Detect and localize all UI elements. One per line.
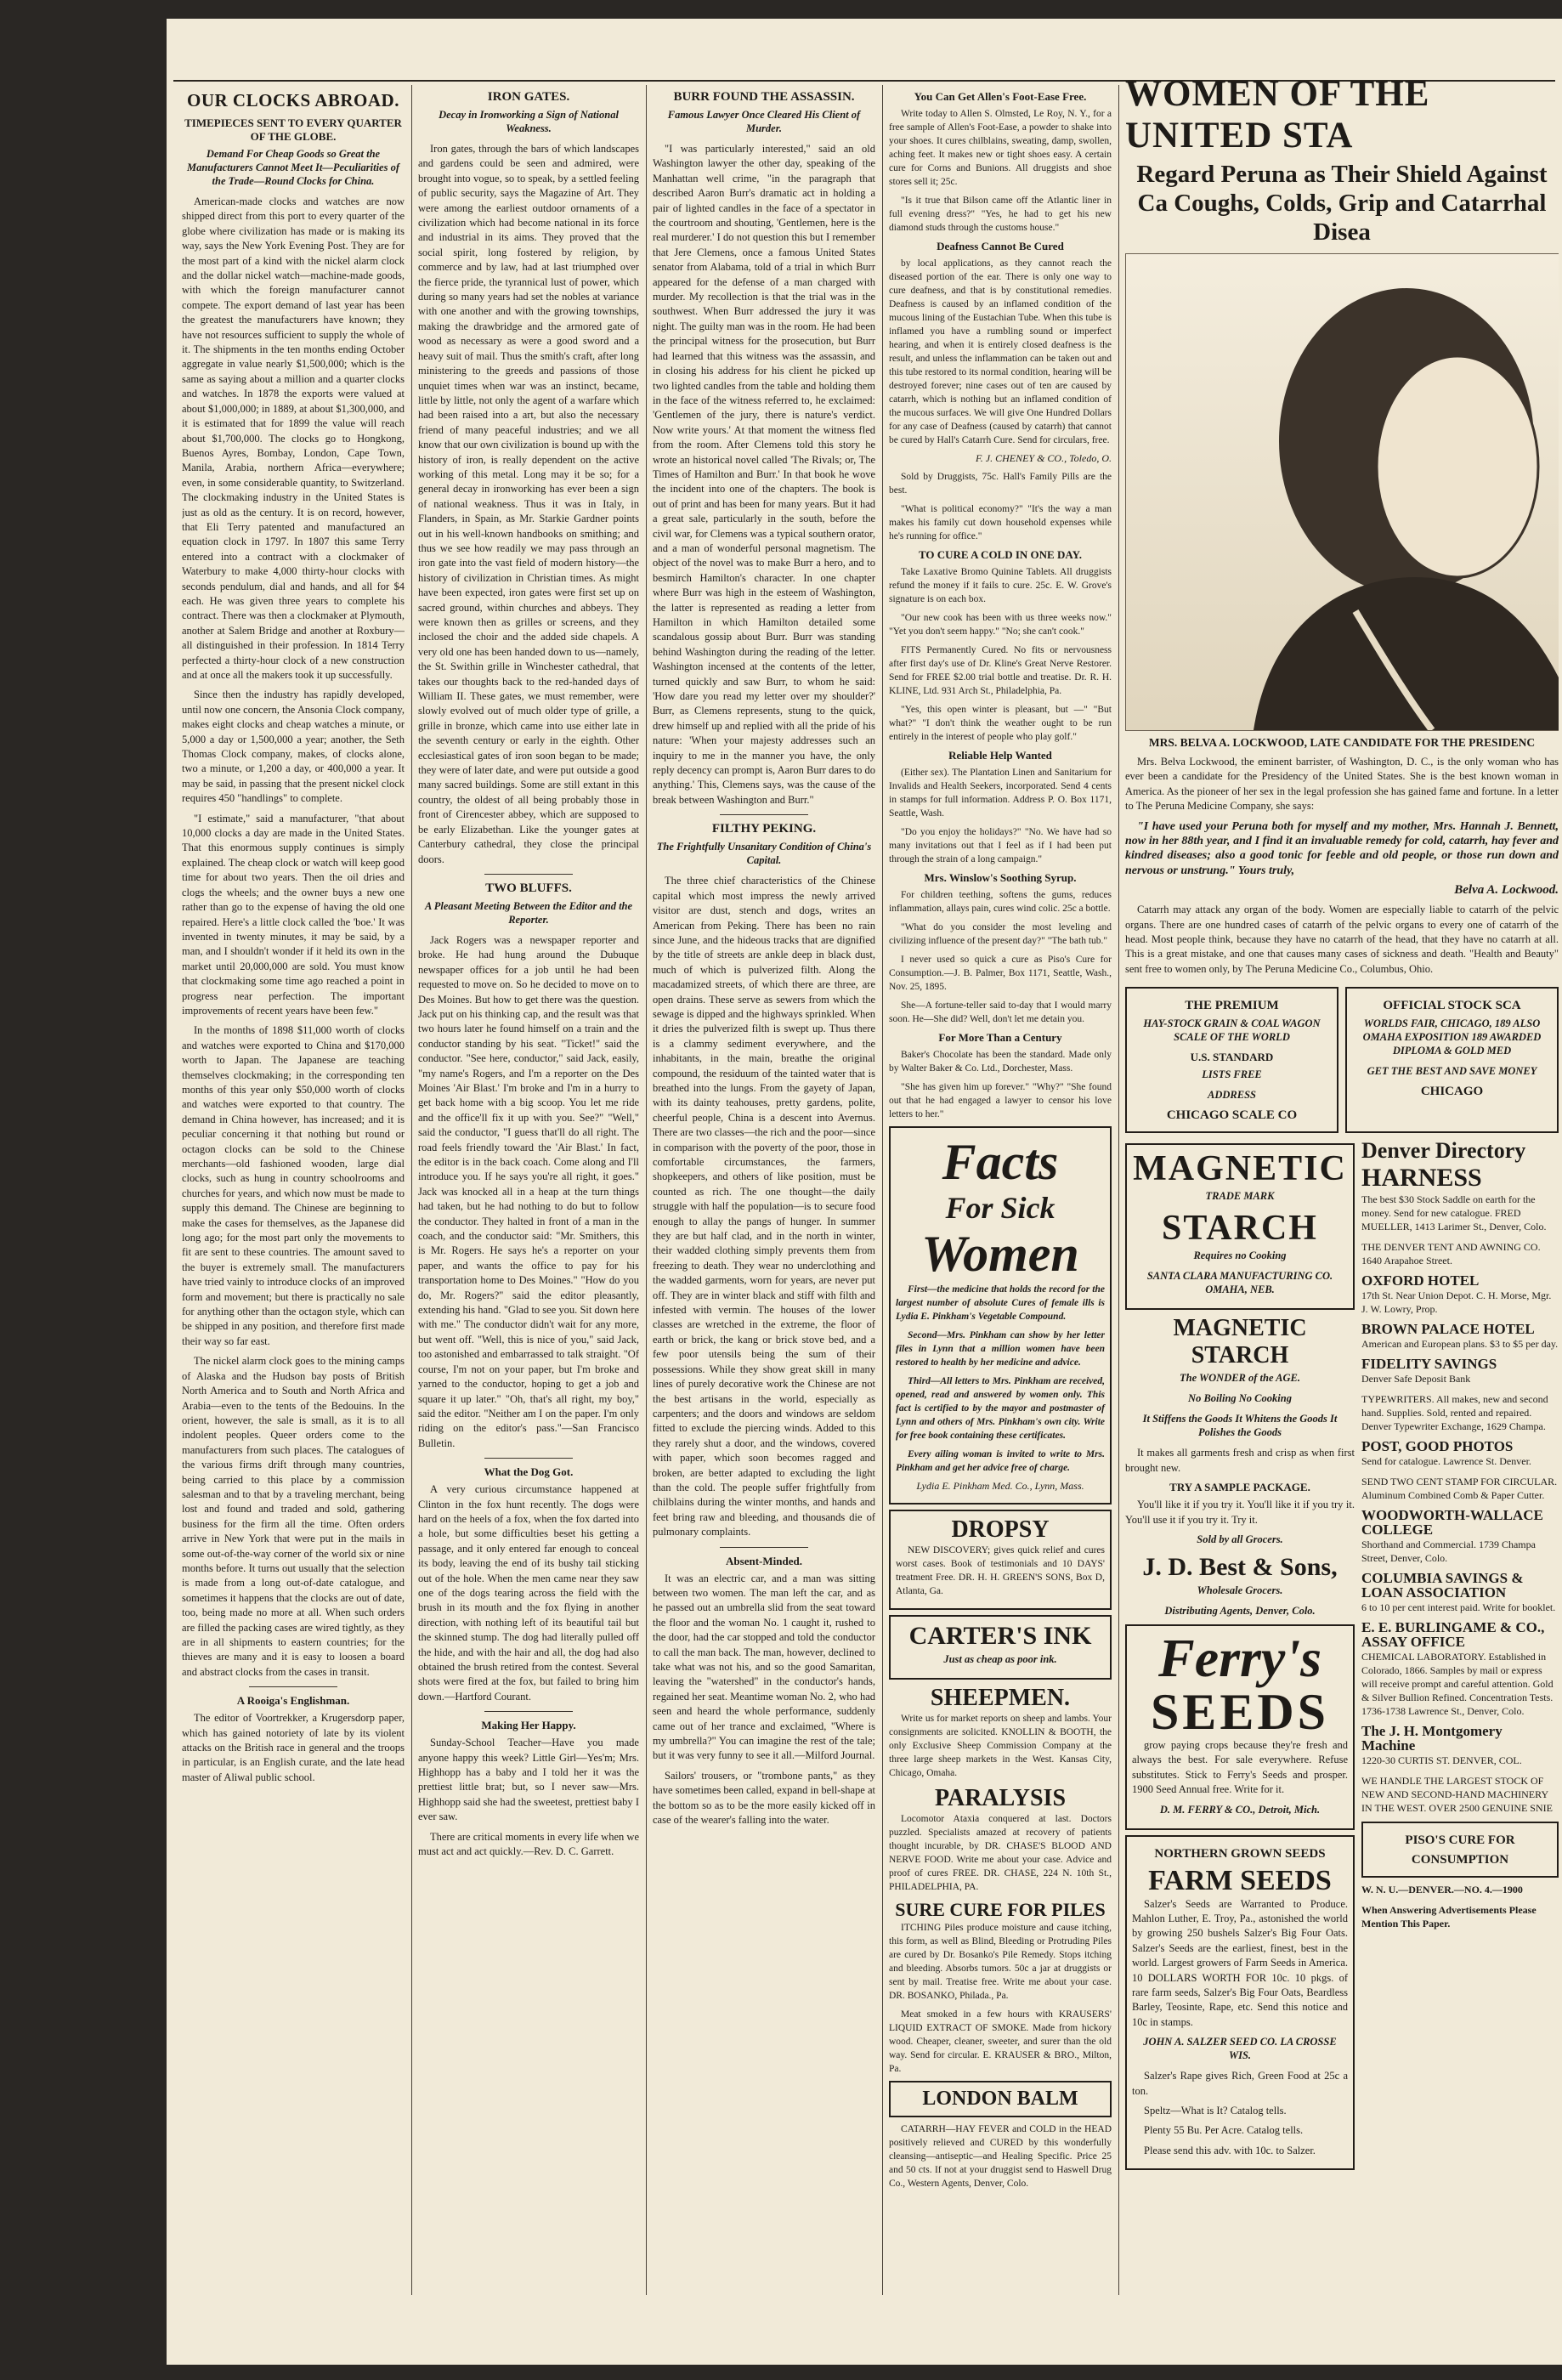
directory-entry-text: 17th St. Near Union Depot. C. H. Morse, Mgr. J. W. Lowry, Prop. — [1361, 1289, 1552, 1316]
article-paragraph: Jack Rogers was a newspaper reporter and broke. He had hung around the Dubuque newspaper offices for a job until he had been requested to move on. So he decided to move on to Des Moines. But how to get there was the question. Jack put on his thinking cap, and the result was that two hours later he found himself on a train and the conductor standing by his seat. "Ticket!" said the conductor. "See here, conductor," said Jack, easily, "my name's Rogers, and I'm a reporter on the Des Moines 'Air Blast.' I'm broke and I'm in a hurry to get back home with a big scoop. You let me ride and the office'll fix it up with you. See?" "Well," said the conductor, "I guess that'll do all right. The road feels friendly toward the 'Air Blast.' In fact, the editor is in the back coach. Come along and I'll introduce you. If he says you're all right, it goes." Jack was knocked all in a heap at the turn things had taken, but he had nothing to do but to follow the conductor. They halted in front of a man in the coach, and the conductor said: "Mr. Smithers, this is Mr. Rogers. He says he's a reporter on your paper, and wants the office to pay for his transportation home to Des Moines." "How do you do, Mr. Rogers?" said the editor pleasantly, extending his hand. "Glad to see you. Sit down here with me." The conductor didn't wait for any more, but went off. "Well, this is nice of you," said Jack, too astonished and embarrassed to talk straight. "Of course, I'm not on your paper, but I'm broke and yarned to the conductor, hoping to get a job and square it up later." "Oh, that's all right, my boy," said the editor. "Neither am I on the paper. I'm only riding on the editor's pass."—San Francisco Bulletin. — [418, 933, 639, 1449]
article-paragraph: Sunday-School Teacher—Have you made anyone happy this week? Little Girl—Yes'm; Mrs. Highhopp has a baby and I told her it was the prettiest little brat; but, so I never saw—Mrs. Highhopp said she had the sweetest, prettiest baby I ever saw. — [418, 1737, 639, 1823]
paragraph-joke: "Our new cook has been with us three weeks now." "Yet you don't seem happy." "No; she can't cook." — [889, 613, 1112, 637]
ad-stiffens: It Stiffens the Goods It Whitens the Goods It Polishes the Goods — [1142, 1413, 1338, 1439]
ad-trademark: TRADE MARK — [1205, 1190, 1275, 1203]
directory-entry-text: Denver Safe Deposit Bank — [1361, 1373, 1471, 1386]
headline-dog: What the Dog Got. — [484, 1465, 574, 1479]
ad-paralysis-head: PARALYSIS — [934, 1785, 1067, 1811]
ad-ferry-sig: D. M. FERRY & CO., Detroit, Mich. — [1159, 1803, 1321, 1816]
ad-pinkham-text: First—the medicine that holds the record for the largest number of absolute Cures of female ills is Lydia E. Pinkham's Vegetable Compound. — [896, 1284, 1105, 1322]
subhead-clocks: TIMEPIECES SENT TO EVERY QUARTER OF THE GLOBE. — [184, 116, 402, 143]
ad-salzer-side: Please send this adv. with 10c. to Salzer. — [1144, 2144, 1316, 2156]
column-iron-gates — [418, 85, 639, 1864]
deck-iron-gates: Decay in Ironworking a Sign of National Weakness. — [439, 109, 619, 134]
ad-carters-head: CARTER'S INK — [908, 1622, 1092, 1650]
ad-salzer-text: Salzer's Seeds are Warranted to Produce. Mahlon Luther, E. Troy, Pa., astonished the world by growing 250 bushels Salzer's Big Four Oats. Salzer's Seeds are the earliest, finest, best in the world. Largest growers of Farm Seeds in America. 10 DOLLARS WORTH FOR 10c. 10 pkgs. of rare farm seeds, Salzer's Big Four Oats, Beardless Barley, Teosinte, Rape, etc. Send this notice and 10c in stamps. — [1132, 1897, 1348, 2028]
ad-wonder: The WONDER of the AGE. — [1179, 1372, 1301, 1385]
ad-magnetic-text: It makes all garments fresh and crisp as when first brought new. — [1125, 1447, 1355, 1474]
paragraph-joke: "What is political economy?" "It's the way a man makes his family cut down household expenses while he's running for office." — [889, 504, 1112, 541]
headline-two-bluffs: TWO BLUFFS. — [485, 881, 572, 895]
ad-pinkham-text: Second—Mrs. Pinkham can show by her letter files in Lynn that a million women have been restored to health by her medicine and advice. — [896, 1330, 1105, 1368]
peruna-subbanner: Regard Peruna as Their Shield Against Ca Coughs, Colds, Grip and Catarrhal Disea — [1136, 161, 1548, 246]
directory-entry-title: OXFORD HOTEL — [1361, 1272, 1480, 1289]
headline-absent-minded: Absent-Minded. — [726, 1554, 802, 1567]
ad-carters-sub: Just as cheap as poor ink. — [943, 1653, 1057, 1665]
portrait-illustration — [1125, 253, 1559, 731]
peruna-banner: WOMEN OF THE UNITED STA — [1125, 74, 1430, 156]
ad-magnetic-starch: MAGNETIC STARCH — [1173, 1315, 1307, 1369]
article-paragraph: In the months of 1898 $11,000 worth of clocks and watches were exported to China and $170,000 worth to Japan. The Japanese are teaching themselves clockmaking; in the corresponding ten months of this year only $50,000 worth of clocks and watches were exported to that country. The demand in China however, has increased; and it is peculiar concerning it that nothing but round or octagon clocks can be sold to the Chinese merchants—old fashioned wooden, large dial clocks, such as hung in country schoolrooms and churches for years, and which now must be made to supply this demand. The Chinese are beginning to make the cases for themselves, as the Japanese did long ago; for the most part only the movements to fit are sent to these countries. The amount saved to the buyer is extremely small. The manufacturers have tried vainly to introduce clocks of an improved form and movement; but there is practically no sale for anything other than the octagon style, which can be shipped in any position, and therefore first made their way so far east. — [182, 1024, 405, 1347]
directory-entry — [1361, 1621, 1559, 1718]
divider — [484, 1458, 573, 1459]
ad-magnetic-starch-box — [1125, 1143, 1355, 1310]
paragraph-joke: "She has given him up forever." "Why?" "She found out that he had engaged a lawyer to censor his love letters to her." — [889, 1082, 1112, 1119]
deck-peking: The Frightfully Unsanitary Condition of China's Capital. — [656, 841, 872, 867]
ad-piso: I never used so quick a cure as Piso's Cure for Consumption.—J. B. Palmer, Box 1171, Seattle, Wash., Nov. 25, 1895. — [889, 955, 1112, 992]
deck-clocks: Demand For Cheap Goods so Great the Manufacturers Cannot Meet It—Peculiarities of the Trade—Round Clocks for China. — [186, 148, 400, 187]
ad-piles-text: ITCHING Piles produce moisture and cause itching, this form, as well as Blind, Bleeding or Protruding Piles are cured by Dr. Bosanko's Pile Remedy. Stops itching and bleeding. Absorbs tumors. 50c a jar at druggists or sent by mail. Treatise free. Write me about your case. DR. BOSANKO, Philada., Pa. — [889, 1923, 1112, 2001]
ad-footease-head: You Can Get Allen's Foot-Ease Free. — [914, 90, 1087, 103]
ad-premium-scale — [1125, 987, 1338, 1133]
ad-piso-cure-head: PISO'S CURE FOR — [1405, 1833, 1515, 1848]
directory-entry — [1361, 1725, 1559, 1767]
directory-entry-title: FIDELITY SAVINGS — [1361, 1356, 1497, 1373]
directory-entry-text: 1220-30 CURTIS ST. DENVER, COL. — [1361, 1754, 1522, 1767]
column-ads-misc — [889, 85, 1112, 2196]
headline-englishman: A Rooiga's Englishman. — [236, 1694, 350, 1708]
ad-paralysis-text: Locomotor Ataxia conquered at last. Doctors puzzled. Specialists amazed at recovery of patients thought incurable, by DR. CHASE'S BLOOD AND NERVE FOOD. Write me about your case. Advice and proof of cures FREE. DR. CHASE, 224 N. 10th St., PHILADELPHIA, PA. — [889, 1814, 1112, 1892]
ad-deafness-text: by local applications, as they cannot reach the diseased portion of the ear. There is only one way to cure deafness, and that is by constitutional remedies. Deafness is caused by an inflamed condition of the mucous lining of the Eustachian Tube. When this tube is inflamed you have a rumbling sound or imperfect hearing, and when it is entirely closed deafness is the result, and unless the inflammation can be taken out and this tube restored to its normal condition, hearing will be destroyed forever; nine cases out of ten are caused by catarrh, which is nothing but an inflamed condition of the mucous surfaces. We will give One Hundred Dollars for any case of Deafness (caused by catarrh) that cannot be cured by Hall's Catarrh Cure. Send for circulars, free. — [889, 258, 1112, 445]
paragraph-joke: She—A fortune-teller said to-day that I would marry soon. He—She did? Well, don't let me detain you. — [889, 1000, 1112, 1024]
article-paragraph: Iron gates, through the bars of which landscapes and gardens could be seen and admired, were brought into vogue, so to speak, by a settled feeling of public security, says the Magazine of Art. They were among the earliest outdoor ornaments of a civilization which had become national in its force and industrial in its aims. They proved that the social spirit, long fostered by religion, by commerce and by law, had at last triumphed over the fierce pride, the tyrannical lust of power, which during so many years had set the nobles at variance with one another and with the growing townships, making the drawbridge and the armored gate of wood as necessary as were a good sword and a heavy suit of mail. Thus the smith's craft, after long ministering to the greeds and passions of those unquiet times when war was an instinct, became, little by little, not only the agent of a warfare which had been raised into a art, but also the necessary friend of many peaceful industries; and we all know that our own civilization is bound up with the history of iron, is really dependent on the active working of this metal. Long may it be so; for a general decay in ironworking has ever been a sign of national weakness. Thus it was in Italy, in Flanders, in Spain, as Mr. Starkie Gardner points out in his well-known handbooks on smithing; and thus we see how readily we may pass through an iron gate into the vast field of modern history—the history of civilization in Christian times. As might have been expected, iron gates were first set up on sacred ground, within churches and abbeys. They were known then as grilles or screens, and they inclosed the choir and the added side chapels. A very old one has been handed down to us—namely, the St. Swithin grille in Winchester cathedral, that takes our thoughts back to the red-handed days of William II. These gates, we must remember, were slowly evolved out of much older type of grille, a grille in bronze, which came into use either late in the seventh century or early in the eighth. Other ecclesiastical gates of iron soon began to be made; they were of later date, and were put outside a good many sacred buildings. Some are still extant in this country, the oldest of all being probably those in front of Cirencester abbey, which are supposed to be early Elizabethan. Like the younger gates at Canterbury cathedral, they close the principal doors. — [418, 143, 639, 865]
ad-salzer-side: Speltz—What is It? Catalog tells. — [1144, 2105, 1287, 2116]
directory-entry-text: American and European plans. $3 to $5 per day. — [1361, 1338, 1559, 1351]
ad-help-head: Reliable Help Wanted — [948, 749, 1052, 762]
denver-directory — [1361, 1138, 1559, 2175]
ad-grocers: Sold by all Grocers. — [1197, 1533, 1283, 1545]
ad-scale-address: ADDRESS — [1208, 1089, 1256, 1102]
directory-entry-text: Send for catalogue. Lawrence St. Denver. — [1361, 1455, 1531, 1468]
portrait-face — [1377, 356, 1538, 577]
ad-winslow-head: Mrs. Winslow's Soothing Syrup. — [924, 871, 1077, 884]
scale-ads — [1125, 982, 1559, 1138]
directory-entry: WE HANDLE THE LARGEST STOCK OF NEW AND SECOND-HAND MACHINERY IN THE WEST. OVER 2500 GENUINE SNIE — [1361, 1775, 1553, 1815]
directory-entry — [1361, 1274, 1559, 1316]
directory-entry: The best $30 Stock Saddle on earth for the money. Send for new catalogue. FRED MUELLER, 1413 Larimer St., Denver, Colo. — [1361, 1193, 1547, 1233]
ad-sheepmen-text: Write us for market reports on sheep and lambs. Your consignments are solicited. KNOLLIN & BOOTH, the only Exclusive Sheep Commission Company at the three large sheep markets in the West. Kansas City, Chicago, Omaha. — [889, 1714, 1112, 1778]
peruna-text: Catarrh may attack any organ of the body. Women are especially liable to catarrh of the pelvic organs. There are one hundred cases of catarrh of the pelvic organs to every one of catarrh of the head. Most people think, because they have no catarrh of the head, that they have no catarrh at all. This is a great mistake, and one that causes many cases of sickness and death. "Health and Beauty" sent free to women only, by The Peruna Medicine Co., Columbus, Ohio. — [1125, 904, 1559, 975]
headline-happy: Making Her Happy. — [481, 1719, 576, 1732]
ad-salzer — [1125, 1835, 1355, 2171]
peruna-text: Mrs. Belva Lockwood, the eminent barrister, of Washington, D. C., is the only woman who has ever been a candidate for the Presidency of the United States. She is the best known woman in America. As the pioneer of her sex in the legal profession she has gained fame and fortune. In a letter to The Peruna Medicine Company, she says: — [1125, 756, 1559, 813]
wnu-line: W. N. U.—DENVER.—NO. 4.—1900 — [1361, 1884, 1523, 1896]
directory-entry-title: The J. H. Montgomery Machine — [1361, 1723, 1503, 1754]
directory-entry — [1361, 1572, 1559, 1614]
ad-winslow-text: For children teething, softens the gums, reduces inflammation, allays pain, cures wind colic. 25c a bottle. — [889, 890, 1112, 914]
lower-ads-left — [1125, 1138, 1355, 2175]
article-paragraph: The nickel alarm clock goes to the mining camps of Alaska and the Hudson bay posts of British North America and to South and North Africa and Arabia—even to the tents of the Bedouins. In the orient, however, the sale is small, as it is to all indolent peoples. Queer orders come to the manufacturers from such places. The catalogues of the various firms drift through many countries, being carried to this place by a commission salesman and to that by a traveling merchant, being lost and found and traded and sold, gathering business for the firm all the time. Often orders arrive in New York that were put in the mails in some out-of-the-way corner of the world six or nine months before. It turns out usually that the selection is made from a long out-of-date catalogue, and sometimes it happens that the clocks are out of date, too, being made no more at all. When such orders are filled the packing cases are wired tightly, as they are in all shipments to eastern countries; for the thieves are many and it is easy to loosen a board and abstract clocks from the cases in transit. — [182, 1355, 405, 1678]
peruna-signature: Belva A. Lockwood. — [1454, 883, 1559, 898]
headline-burr: BURR FOUND THE ASSASSIN. — [673, 90, 855, 104]
lower-ads — [1125, 1138, 1559, 2175]
divider — [720, 814, 809, 815]
directory-entry: SEND TWO CENT STAMP FOR CIRCULAR. Aluminum Combined Comb & Paper Cutter. — [1361, 1476, 1558, 1502]
column-rule — [411, 85, 412, 2295]
column-rule — [882, 85, 883, 2295]
ad-century-head: For More Than a Century — [938, 1031, 1062, 1044]
directory-title: Denver Directory — [1361, 1138, 1526, 1164]
ad-starch-company: SANTA CLARA MANUFACTURING CO. OMAHA, NEB. — [1146, 1270, 1333, 1296]
ad-official-sub: GET THE BEST AND SAVE MONEY — [1367, 1065, 1537, 1078]
directory-entry — [1361, 1509, 1559, 1565]
directory-entry-text: Shorthand and Commercial. 1739 Champa Street, Denver, Colo. — [1361, 1538, 1536, 1565]
ad-starch-note: Requires no Cooking — [1193, 1250, 1287, 1262]
directory-entry-title: COLUMBIA SAVINGS & LOAN ASSOCIATION — [1361, 1570, 1524, 1601]
ad-deafness-sig: F. J. CHENEY & CO., Toledo, O. — [975, 452, 1112, 464]
divider — [249, 1686, 338, 1687]
ad-scale-company: CHICAGO SCALE CO — [1166, 1108, 1298, 1123]
ad-deafness-head: Deafness Cannot Be Cured — [937, 240, 1064, 252]
directory-entry: TYPEWRITERS. All makes, new and second hand. Supplies. Sold, rented and repaired. Denver Typewriter Exchange, 1629 Champa. — [1361, 1393, 1548, 1433]
divider — [484, 1711, 573, 1712]
ad-magnetic-title: MAGNETIC — [1133, 1149, 1347, 1189]
directory-entry: THE DENVER TENT AND AWNING CO. 1640 Arapahoe Street. — [1361, 1241, 1541, 1267]
ad-ferry-title: Ferry's — [1158, 1627, 1321, 1688]
ad-piso-cure — [1361, 1822, 1559, 1878]
headline-clocks: OUR CLOCKS ABROAD. — [187, 90, 399, 110]
directory-entry-title: WOODWORTH-WALLACE COLLEGE — [1361, 1507, 1543, 1538]
ad-best-address: Distributing Agents, Denver, Colo. — [1164, 1604, 1316, 1617]
paragraph-joke: "Yes, this open winter is pleasant, but —" "But what?" "I don't think the weather ought to be run entirely in the interest of people who play golf." — [889, 705, 1112, 742]
ad-pinkham-text: Third—All letters to Mrs. Pinkham are received, opened, read and answered by women only. This fact is certified to by the mayor and postmaster of Lynn and others of Mrs. Pinkham's own city. Write for free book containing these certificates. — [896, 1376, 1105, 1441]
column-ads-right — [1125, 73, 1559, 2175]
ad-help-text: (Either sex). The Plantation Linen and Sanitarium for Invalids and Health Seekers, incorporated. Send 4 cents in stamps for full information. Address P. O. Box 1171, Seattle, Wash. — [889, 768, 1112, 819]
ad-pinkham-title-facts: Facts — [942, 1134, 1059, 1190]
ad-ferry — [1125, 1624, 1355, 1830]
column-burr — [653, 85, 875, 1833]
paragraph-joke: "Do you enjoy the holidays?" "No. We have had so many invitations out that I feel as if I had been put through the strain of a long campaign." — [889, 827, 1112, 864]
deck-two-bluffs: A Pleasant Meeting Between the Editor and the Reporter. — [424, 899, 633, 926]
portrait-svg — [1126, 254, 1559, 730]
directory-entry — [1361, 1357, 1559, 1386]
answering-note: When Answering Advertisements Please Mention This Paper. — [1361, 1904, 1537, 1930]
article-paragraph: Since then the industry has rapidly developed, until now one concern, the Ansonia Clock company, makes eight clocks and cheap watches a minute, or 5,000 a day or 1,500,000 a year; another, the Seth Thomas Clock company, makes, of clocks alone, two a minute, or 1,200 a day, or 400,000 a year. It may be said, in passing that the present nickel clock requires 450 "handlings" to complete. — [182, 688, 405, 805]
peruna-caption: MRS. BELVA A. LOCKWOOD, LATE CANDIDATE FOR THE PRESIDENC — [1148, 736, 1536, 749]
ad-scale-label: U.S. STANDARD — [1190, 1051, 1274, 1064]
column-rule — [646, 85, 647, 2295]
ad-salzer-head: NORTHERN GROWN SEEDS — [1154, 1846, 1326, 1861]
ad-catarrh-text: CATARRH—HAY FEVER and COLD in the HEAD positively relieved and CURED by this wonderfully cleansing—antiseptic—and Healing Specific. Price 25 and 50 cts. If not at your druggist send to Haswell Drug Co., Western Agents, Denver, Colo. — [889, 2124, 1112, 2189]
directory-entry — [1361, 1323, 1559, 1351]
ad-pinkham-sig: Lydia E. Pinkham Med. Co., Lynn, Mass. — [916, 1480, 1084, 1492]
ad-salzer-company: JOHN A. SALZER SEED CO. LA CROSSE WIS. — [1143, 2036, 1337, 2062]
ad-deafness-note: Sold by Druggists, 75c. Hall's Family Pills are the best. — [889, 472, 1112, 496]
ad-try-text: You'll like it if you try it. You'll like it if you try it. You'll use it if you try it. Try it. — [1125, 1499, 1355, 1526]
ad-footease-text: Write today to Allen S. Olmsted, Le Roy, N. Y., for a free sample of Allen's Foot-Ease, a powder to shake into your shoes. It cures chilblains, sweating, damp, swollen, aching feet. It makes new or tight shoes easy. A certain cure for Corns and Bunions. All druggists and shoe stores sell it; 25c. — [889, 109, 1112, 187]
article-paragraph: The three chief characteristics of the Chinese capital which most impress the newly arrived visitor are dust, stench and dogs, writes an American from Peking. There has been no rain since June, and the hideous tracks that are dignified by the title of streets are ankle deep in black dust, much of which is pulverized filth. Along the macadamized streets, of which there are three, are open drains. These serve as sewers from which the sewage is dipped and the highways sprinkled. When it dries the pulverized filth is swept up. Thus there is a clammy sediment everywhere, and the inhabitants, in the main, breathe the original compound, the residuum of the tainted water that is breathed into the lungs. From the gayety of Japan, with its dainty teahouses, pretty gardens, polite, cheerful people, China is a descent into Avernus. There are two classes—the rich and the poor—since in comparison with the poverty of the poor, those in comfortable circumstances, the farmers, shopkeepers, and others of like position, must be counted as rich. The one thought—the daily struggle with half the population—is to secure food enough to allay the pangs of hunger. In summer they are but half clad, and in the north in winter, their wadded clothing simply prevents them from freezing to death. They wear no underclothing and the wadded garments, worn for years, are never put off. They are in winter black and stiff with filth and infested with vermin. The houses of the lower classes are wretched in the extreme, the floor of earth or brick, the kang or brick stove bed, and a few poor utensils being the sum of their possessions. While they show great skill in many lines of purely decorative work the Chinese are not the best artisans in the world, especially as carpenters; and the doors and windows are seldom fitted to exclude the piercing winds. Added to this they rarely shut a door, and the windows, covered with paper, which soon becomes ragged and broken, are better adapted to excluding the light than the cold. The people suffer frightfully from chilblains during the winter months, and hands and feet bring raw and bleeding, and thousands die of pulmonary complaints. — [653, 875, 875, 1538]
headline-iron-gates: IRON GATES. — [487, 90, 570, 104]
article-paragraph: "I estimate," said a manufacturer, "that about 10,000 clocks a day are made in the United States. That this enormous supply continues is simply explained. The cheap clock or watch will keep good time for about two years. Then the oil dries and clogs the wheels; and the owner buys a new one rather than go to the expense of having the old one repaired. Here's a little clock called the 'boe.' It was invented in twenty minutes, it may be said, by a man, and I shouldn't wonder if it held its own in the market until 20,000,000 are sold. You must know that clockmaking some time ago reached a point in progress near perfection. The important improvements of recent years have been few." — [182, 812, 405, 1017]
ad-starch-title: STARCH — [1162, 1209, 1318, 1249]
newspaper-page — [167, 19, 1562, 2365]
ad-dropsy-head: DROPSY — [951, 1516, 1050, 1543]
ad-salzer-side: Plenty 55 Bu. Per Acre. Catalog tells. — [1144, 2124, 1304, 2137]
ad-scale-price: LISTS FREE — [1202, 1068, 1262, 1081]
ad-best-head: J. D. Best & Sons, — [1142, 1552, 1338, 1581]
directory-entry-text: CHEMICAL LABORATORY. Established in Colorado, 1866. Samples by mail or express will receive prompt and careful attention. Gold & Silver Bullion Refined. Concentration Tests. 1736-1738 Lawrence St., Denver, Colo. — [1361, 1651, 1554, 1718]
ad-pinkham-title-women: Women — [921, 1226, 1079, 1282]
ad-official-head: OFFICIAL STOCK SCA — [1383, 999, 1521, 1013]
divider — [720, 1547, 809, 1548]
ad-piles-head: SURE CURE FOR PILES — [895, 1899, 1106, 1920]
ad-cold-head: TO CURE A COLD IN ONE DAY. — [918, 548, 1083, 561]
ad-try: TRY A SAMPLE PACKAGE. — [1169, 1481, 1310, 1494]
ad-dropsy — [889, 1510, 1112, 1610]
ad-fits: FITS Permanently Cured. No fits or nervousness after first day's use of Dr. Kline's Great Nerve Restorer. Send for FREE $2.00 trial bottle and treatise. Dr. R. H. KLINE, Ltd. 931 Arch St., Philadelphia, Pa. — [889, 645, 1112, 696]
directory-entry-text: 6 to 10 per cent interest paid. Write for booklet. — [1361, 1601, 1556, 1614]
ad-best-sub: Wholesale Grocers. — [1197, 1584, 1283, 1596]
ad-official-scale — [1345, 987, 1559, 1133]
ad-scale-text: HAY-STOCK GRAIN & COAL WAGON SCALE OF THE WORLD — [1143, 1017, 1321, 1044]
ad-ferry-text: grow paying crops because they're fresh and always the best. For sale everywhere. Refuse substitutes. Stick to Ferry's Seeds and prosper. 1900 Seed Annual free. Write for it. — [1132, 1738, 1348, 1796]
column-rule — [1118, 85, 1119, 2295]
column-clocks — [182, 85, 405, 1790]
ad-century-text: Baker's Chocolate has been the standard. Made only by Walter Baker & Co. Ltd., Dorchester, Mass. — [889, 1050, 1112, 1074]
article-paragraph: "I was particularly interested," said an old Washington lawyer the other day, speaking of the Manhattan well crime, "in the paragraph that described Aaron Burr's dramatic act in holding a pair of lighted candles in the face of a spectator in the courtroom and shouting, 'Gentlemen, here is the real murderer.' I do not question this but I remember that Jere Clemens, once a famous United States senator from Alabama, told of a trial in which Burr appeared for the defense of a man charged with murder. My recollection is that the trial was in the southwest. When Burr addressed the jury it was night. The guilty man was in the room. He had been the principal witness for the prosecution, but Burr had learned that this witness was the assassin, and in closing his address for his client he picked up two lighted candles from the table and holding them in the face of the witness referred to, he exclaimed: 'Gentlemen of the jury, there is nature's verdict. Now write yours.' At that moment the witness fled from the room. After Clemens told this story he wrote an historical novel called 'The Rivals; or, The Times of Hamilton and Burr.' In that book he wove the incident into one of the chapters. The book is out of print and has been for many years. But it had a great sale, particularly in the south, before the civil war, for Clemens was a typical southern orator, and a man of wonderful personal magnetism. The object of the novel was to make Burr a hero, and to besmirch Hamilton's character. In one chapter where Burr was high in the esteem of Washington, the latter is represented as reading a letter from Hamilton in which Hamilton detailed some scandalous gossip about Burr. Burr was standing behind Washington during the reading of the letter. Washington incensed at the contents of the letter, turned quickly and saw Burr, to whom he said: 'How dare you read my letter over my shoulder?' Burr, as Clemens represents, stung to the quick, drew himself up and replied with all the pride of his nature: 'When your majesty addresses such an inquiry to me in the manner you have, the only reply decency can prompt is, Aaron Burr dares to do anything.' This, Clemens says, was the cause of the break between Washington and Burr." — [653, 143, 875, 806]
ad-ferry-seeds: SEEDS — [1150, 1683, 1330, 1740]
directory-entry-title: ASSAY OFFICE — [1361, 1634, 1466, 1651]
paragraph-joke: "Is it true that Bilson came off the Atlantic liner in full evening dress?" "Yes, he had to get his new diamond studs through the customs house." — [889, 196, 1112, 233]
article-paragraph: It was an electric car, and a man was sitting between two women. The man left the car, and as he passed out an umbrella slid from the seat toward the floor and the woman No. 1 caught it, rushed to the door, had the car stopped and told the conductor to call the man back. The man, however, declined to take what was not his, and so the good Samaritan, leaving the "watershed" in the conductor's hands, regained her seat. Meantime woman No. 2, who had seen and heard the whole performance, suddenly came out of her trance and exclaimed, "Where is my umbrella?" You can imagine the rest of the tale; but it was very funny to see it all.—Milford Journal. — [653, 1572, 875, 1762]
ad-pinkham-title-sick: For Sick — [945, 1191, 1055, 1225]
peruna-testimonial: "I have used your Peruna both for myself and my mother, Mrs. Hannah J. Bennett, now in her 88th year, and I find it an invaluable remedy for cold, catarrh, hay fever and kindred diseases; also a good tonic for feeble and old people, or those run down and nervous or unstrung." Yours truly, — [1125, 819, 1559, 877]
ad-official-text: WORLDS FAIR, CHICAGO, 189 ALSO OMAHA EXPOSITION 189 AWARDED DIPLOMA & GOLD MED — [1362, 1017, 1542, 1057]
ad-london-balm: LONDON BALM — [889, 2081, 1112, 2117]
directory-harness: HARNESS — [1361, 1164, 1482, 1193]
ad-sheepmen-head: SHEEPMEN. — [930, 1685, 1071, 1711]
ad-dropsy-text: NEW DISCOVERY; gives quick relief and cures worst cases. Book of testimonials and 10 DAYS' treatment Free. DR. H. H. GREEN'S SONS, Box D, Atlanta, Ga. — [896, 1545, 1105, 1596]
ad-pinkham — [889, 1126, 1112, 1504]
ad-salzer-farm-seeds: FARM SEEDS — [1148, 1864, 1332, 1896]
directory-entry-title: POST, GOOD PHOTOS — [1361, 1438, 1514, 1455]
ad-official-company: CHICAGO — [1420, 1085, 1484, 1099]
ad-piso-consumption: CONSUMPTION — [1411, 1853, 1509, 1867]
ad-cold-text: Take Laxative Bromo Quinine Tablets. All druggists refund the money if it fails to cure. 25c. E. W. Grove's signature is on each box. — [889, 567, 1112, 604]
article-paragraph: There are critical moments in every life when we must act and act quickly.—Rev. D. C. Garrett. — [418, 1830, 639, 1858]
article-paragraph: American-made clocks and watches are now shipped direct from this port to every quarter of the globe where civilization has made or is making its way, says the New York Evening Post. They are for the most part of a kind with the nickel alarm clock and the dollar nickel watch—machine-made goods, with which the foreign manufacturer cannot compete. The export demand of last year has been the greatest the manufacturers have known; they have not resources sufficient to supply the whole of it. The shipments in the ten months ending October aggregate in value nearly $1,500,000; which is the same as saying about a million and a quarter clocks and watches. In 1878 the exports were valued at about $1,000,000; in 1889, at about $1,300,000, and it is estimated that for 1899 the value will reach about $1,700,000. The clocks go to Hongkong, Buenos Ayres, Bombay, London, Cape Town, Manila, Arabia, northern Africa—everywhere; even, in some considerable quantity, to Switzerland. The clockmaking industry in the United States is just as old as the century. It is on record, however, that Eli Terry patented and manufactured an equation clock in 1797. In 1807 this same Terry entered into a contract with a clockmaker of Waterbury to make 4,000 thirty-hour clocks with seconds pendulum, dial and hands, and all for $4 each. He was given three years to complete his contract. There was then a clockmaker at Plymouth, another at Salem Bridge and another at Roxbury—all distinguished in their profession. In 1814 Terry perfected a thirty-hour clock of a new construction and at once all the makers took it up successfully. — [182, 196, 405, 681]
headline-peking: FILTHY PEKING. — [711, 822, 817, 836]
directory-entry-title: BROWN PALACE HOTEL — [1361, 1321, 1535, 1338]
paragraph-joke: "What do you consider the most leveling and civilizing influence of the present day?" "The bath tub." — [889, 922, 1112, 946]
article-paragraph: Sailors' trousers, or "trombone pants," as they have sometimes been called, expand in bell-shape at the bottom so as to be the more easily kicked off in case of the wearer's falling into the water. — [653, 1769, 875, 1827]
directory-entry — [1361, 1440, 1559, 1468]
ad-pinkham-text: Every ailing woman is invited to write to Mrs. Pinkham and get her advice free of charge. — [896, 1449, 1105, 1473]
ad-carters — [889, 1615, 1112, 1680]
article-paragraph: A very curious circumstance happened at Clinton in the fox hunt recently. The dogs were hard on the heels of a fox, when the fox darted into a hole, but some difficulties beset his getting a passage, and it only entered far enough to conceal its body, leaving the end of its bushy tail sticking out of the hole. When the men came near they saw one of the dogs tearing across the field with the brush in its mouth and the fox flying in another direction, with nothing left of its beautiful tail but the skinned stump. The dog had literally pulled off the hide, and with the hair and all, the dog had also obtained the brush retired from the contest. Several shots were fired at the fox, but failed to bring him down.—Hartford Courant. — [418, 1483, 639, 1703]
divider — [484, 874, 573, 875]
article-paragraph: The editor of Voortrekker, a Krugersdorp paper, which has gained notoriety of late by its violent attacks on the British race in general and the troops in particular, is an English curate, and the late head master of Aliwal public school. — [182, 1712, 405, 1783]
ad-salzer-side: Salzer's Rape gives Rich, Green Food at 25c a ton. — [1132, 2070, 1348, 2097]
ad-scale-head: THE PREMIUM — [1185, 999, 1279, 1013]
ad-smoke-text: Meat smoked in a few hours with KRAUSERS' LIQUID EXTRACT OF SMOKE. Made from hickory wood. Cheaper, cleaner, sweeter, and surer than the old way. Send for circular. E. KRAUSER & BRO., Milton, Pa. — [889, 2009, 1112, 2074]
deck-burr: Famous Lawyer Once Cleared His Client of Murder. — [667, 109, 861, 134]
directory-entry-title: E. E. BURLINGAME & CO., — [1361, 1619, 1545, 1636]
ad-no-boil: No Boiling No Cooking — [1188, 1392, 1292, 1405]
portrait-dress — [1254, 577, 1559, 730]
